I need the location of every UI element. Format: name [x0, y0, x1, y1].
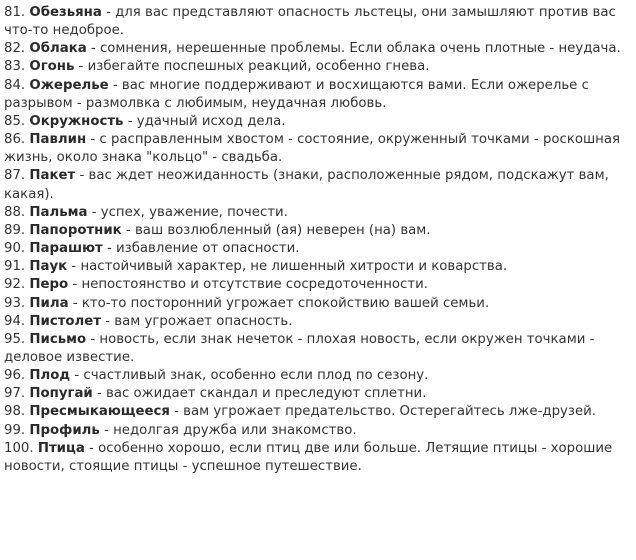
entry-term: Попугай: [29, 386, 93, 402]
list-item: [4, 295, 630, 313]
entry-term: Огонь: [29, 59, 75, 75]
list-item: [4, 276, 630, 294]
list-item: [4, 422, 630, 440]
entry-description: - сомнения, нерешенные проблемы. Если облака очень плотные - неудача.: [86, 41, 621, 57]
list-item: [4, 440, 630, 476]
entry-number: 85.: [4, 113, 26, 129]
entry-number: 86.: [4, 132, 26, 148]
entry-number: 84.: [4, 77, 26, 93]
entry-description: - избегайте поспешных реакций, особенно гнева.: [74, 59, 430, 75]
list-item: [4, 258, 630, 276]
entry-description: - счастливый знак, особенно если плод по сезону.: [70, 368, 429, 384]
entry-description: - непостоянство и отсутствие сосредоточенности.: [68, 277, 428, 293]
entry-number: 90.: [4, 241, 26, 257]
entry-description: - успех, уважение, почести.: [87, 204, 288, 220]
entry-term: Пистолет: [29, 313, 102, 329]
entry-term: Пакет: [29, 168, 76, 184]
entry-description: - вам угрожает предательство. Остерегайтесь лже-друзей.: [169, 404, 597, 420]
entry-term: Перо: [29, 277, 69, 293]
entry-description: - недолгая дружба или знакомство.: [99, 422, 357, 438]
list-item: [4, 240, 630, 258]
entry-number: 87.: [4, 168, 26, 184]
entry-term: Парашют: [29, 241, 103, 257]
entry-term: Павлин: [29, 132, 87, 148]
entry-term: Профиль: [29, 422, 100, 438]
entry-description: - вас ждет неожиданность (знаки, расположенные рядом, подскажут вам, какая).: [4, 168, 609, 202]
entry-term: Письмо: [29, 331, 87, 347]
entry-description: - новость, если знак нечеток - плохая новость, если окружен точками - деловое известие.: [4, 331, 595, 365]
entry-description: - особенно хорошо, если птиц две или больше. Летящие птицы - хорошие новости, стоящие птицы - успешное путешествие.: [4, 440, 613, 474]
entry-number: 96.: [4, 368, 26, 384]
entry-number: 81.: [4, 5, 26, 20]
entry-term: Птица: [37, 440, 85, 456]
entry-number: 94.: [4, 313, 26, 329]
entry-description: - ваш возлюбленный (ая) неверен (на) вам.: [121, 222, 431, 238]
list-item: [4, 167, 630, 203]
entry-description: - избавление от опасности.: [102, 241, 300, 257]
entry-term: Ожерелье: [29, 77, 109, 93]
list-item: [4, 313, 630, 331]
entry-description: - удачный исход дела.: [123, 113, 286, 129]
dictionary-list: [4, 4, 630, 476]
entry-number: 97.: [4, 386, 26, 402]
entry-description: - настойчивый характер, не лишенный хитрости и коварства.: [67, 259, 508, 275]
entry-number: 99.: [4, 422, 26, 438]
entry-description: - вас ожидает скандал и преследуют сплетни.: [92, 386, 427, 402]
entry-term: Пальма: [29, 204, 88, 220]
entry-number: 88.: [4, 204, 26, 220]
entry-description: - вам угрожает опасность.: [101, 313, 293, 329]
list-item: [4, 77, 630, 113]
entry-term: Обезьяна: [29, 5, 102, 20]
entry-term: Плод: [29, 368, 71, 384]
list-item: [4, 367, 630, 385]
entry-term: Пила: [29, 295, 69, 311]
list-item: [4, 58, 630, 76]
list-item: [4, 204, 630, 222]
list-item: [4, 385, 630, 403]
entry-term: Папоротник: [29, 222, 122, 238]
list-item: [4, 113, 630, 131]
entry-term: Паук: [29, 259, 68, 275]
entry-description: - с расправленным хвостом - состояние, окруженный точками - роскошная жизнь, около знака "кольцо" - свадьба.: [4, 132, 620, 166]
entry-description: - для вас представляют опасность льстецы, они замышляют против вас что-то недоброе.: [4, 5, 616, 39]
list-item: [4, 131, 630, 167]
entry-term: Пресмыкающееся: [29, 404, 170, 420]
list-item: [4, 403, 630, 421]
entry-term: Окружность: [29, 113, 124, 129]
list-item: [4, 222, 630, 240]
entry-term: Облака: [29, 41, 87, 57]
entry-number: 95.: [4, 331, 26, 347]
entry-number: 91.: [4, 259, 26, 275]
entry-number: 98.: [4, 404, 26, 420]
entry-description: - кто-то посторонний угрожает спокойствию вашей семьи.: [68, 295, 490, 311]
entry-number: 93.: [4, 295, 26, 311]
entry-number: 83.: [4, 59, 26, 75]
entry-description: - вас многие поддерживают и восхищаются вами. Если ожерелье с разрывом - размолвка с любимым, неудачная любовь.: [4, 77, 589, 111]
list-item: [4, 4, 630, 40]
entry-number: 82.: [4, 41, 26, 57]
entry-number: 89.: [4, 222, 26, 238]
entry-number: 92.: [4, 277, 26, 293]
list-item: [4, 40, 630, 58]
list-item: [4, 331, 630, 367]
entry-number: 100.: [4, 440, 34, 456]
